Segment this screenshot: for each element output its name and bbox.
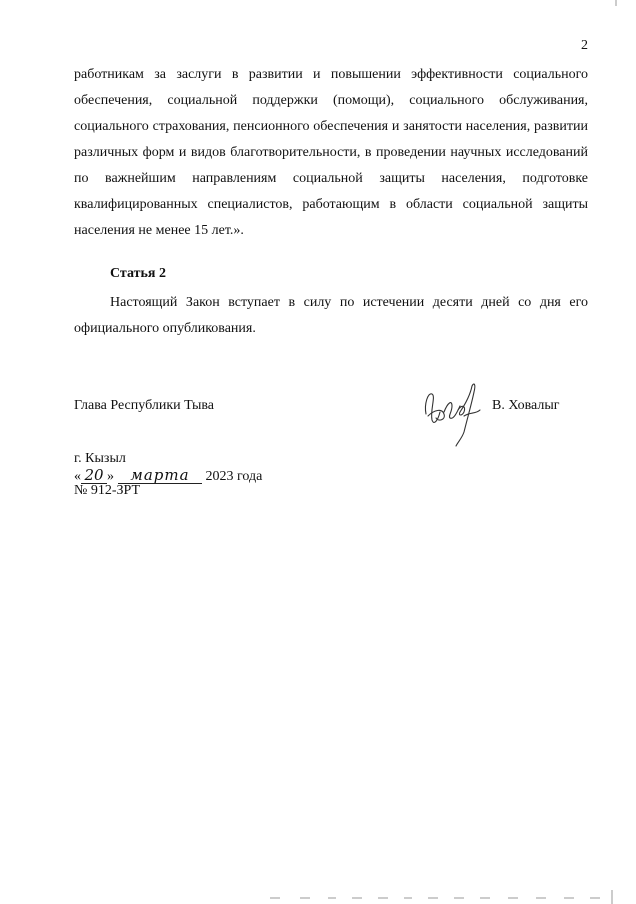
handwritten-signature <box>418 376 488 448</box>
date-year: 2023 года <box>205 469 263 484</box>
article-text: Настоящий Закон вступает в силу по истечении десяти дней со дня его официального опубликования. <box>74 295 588 336</box>
body-text <box>74 62 588 244</box>
place: г. Кызыл <box>74 451 126 466</box>
signatory-name: В. Ховалыг <box>492 398 560 413</box>
date-month: марта <box>118 467 202 484</box>
date-day: 20 <box>81 467 107 484</box>
page-number: 2 <box>581 38 588 53</box>
body-paragraph: работникам за заслуги в развитии и повышении эффективности социального обеспечения, социальной поддержки (помощи), социального обслуживания, социального страхования, пенсионного обеспечения и занятости населения, развитии различных форм и видов благотворительности, в проведении научных исследований по важнейшим направлениям социальной защиты населения, подготовке квалифицированных специалистов, работающим в области социальной защиты населения не менее 15 лет.». <box>74 67 588 238</box>
article-heading: Статья 2 <box>110 266 166 281</box>
date-close-quote: » <box>107 469 114 484</box>
date-open-quote: « <box>74 469 81 484</box>
law-number: № 912-ЗРТ <box>74 483 141 498</box>
signatory-title: Глава Республики Тыва <box>74 398 215 413</box>
